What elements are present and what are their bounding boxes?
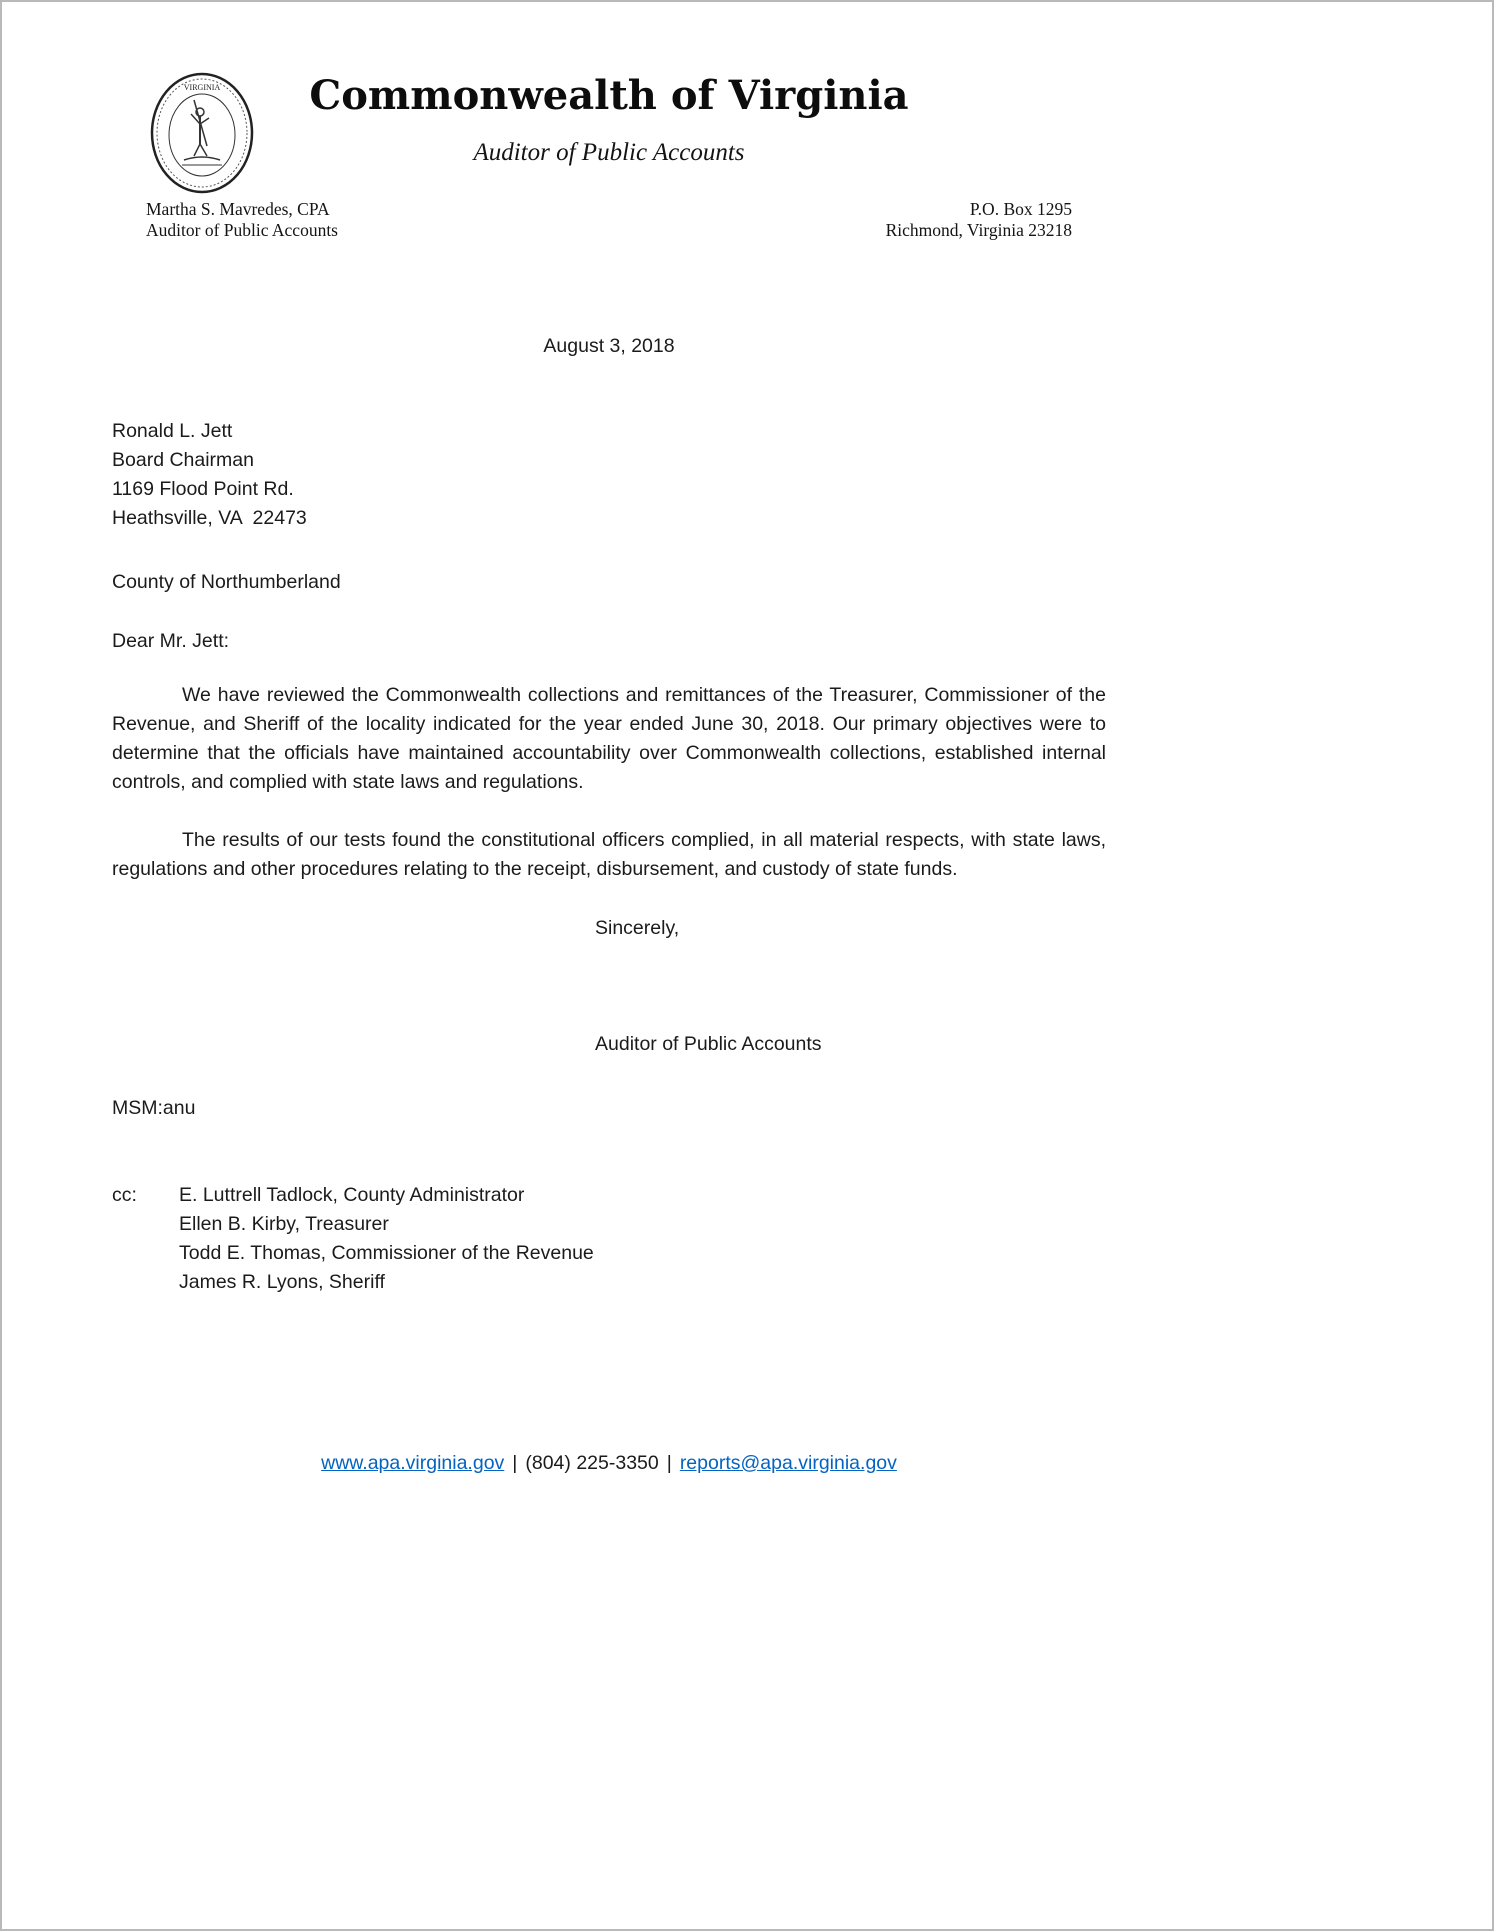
locality-line: County of Northumberland [112, 571, 341, 593]
letterhead-subtitle: Auditor of Public Accounts [473, 139, 745, 166]
email-link[interactable]: reports@apa.virginia.gov [679, 1452, 897, 1474]
cc-item: E. Luttrell Tadlock, County Administrator [179, 1184, 525, 1206]
po-box: P.O. Box 1295 [969, 199, 1072, 219]
virginia-seal-icon [150, 72, 254, 199]
auditor-title: Auditor of Public Accounts [146, 220, 338, 240]
letter-content [112, 2, 1106, 1478]
city-state-zip: Richmond, Virginia 23218 [885, 220, 1072, 240]
recipient-city-state-zip: Heathsville, VA 22473 [112, 507, 307, 529]
office-address-block [886, 199, 1072, 241]
recipient-address [112, 417, 1106, 533]
cc-item: Ellen B. Kirby, Treasurer [179, 1213, 389, 1235]
cc-list [179, 1181, 594, 1297]
seal-text: VIRGINIA [183, 83, 221, 92]
body-paragraph-2: The results of our tests found the constitutional officers complied, in all material respects, with state laws, regulations and other procedures relating to the receipt, disbursement, and custody of state funds. [112, 829, 1106, 880]
footer-separator: | [512, 1452, 518, 1474]
letterhead-title: Commonwealth of Virginia [309, 72, 909, 119]
recipient-name: Ronald L. Jett [112, 420, 233, 442]
cc-item: James R. Lyons, Sheriff [179, 1271, 385, 1293]
website-link[interactable]: www.apa.virginia.gov [321, 1452, 505, 1474]
footer [112, 1449, 1106, 1478]
cc-item: Todd E. Thomas, Commissioner of the Revenue [179, 1242, 594, 1264]
salutation: Dear Mr. Jett: [112, 630, 230, 652]
auditor-name: Martha S. Mavredes, CPA [146, 199, 330, 219]
reference-initials: MSM:anu [112, 1097, 196, 1119]
phone-number: (804) 225-3350 [525, 1452, 659, 1474]
closing: Sincerely, [595, 917, 680, 939]
letterhead-center [112, 72, 1106, 167]
auditor-name-block [146, 199, 338, 241]
letter-date: August 3, 2018 [543, 335, 675, 357]
body-paragraph-1: We have reviewed the Commonwealth collections and remittances of the Treasurer, Commissioner of the Revenue, and Sheriff of the locality indicated for the year ended June 30, 2018. Our primary objectives were to determine that the officials have maintained accountability over Commonwealth collections, established internal controls, and complied with state laws and regulations. [112, 684, 1106, 793]
recipient-street: 1169 Flood Point Rd. [112, 478, 294, 500]
signer-title: Auditor of Public Accounts [595, 1033, 822, 1055]
cc-label: cc: [112, 1184, 137, 1206]
footer-separator: | [666, 1452, 672, 1474]
letterhead [112, 72, 1106, 322]
recipient-title: Board Chairman [112, 449, 254, 471]
cc-block [112, 1181, 1106, 1297]
